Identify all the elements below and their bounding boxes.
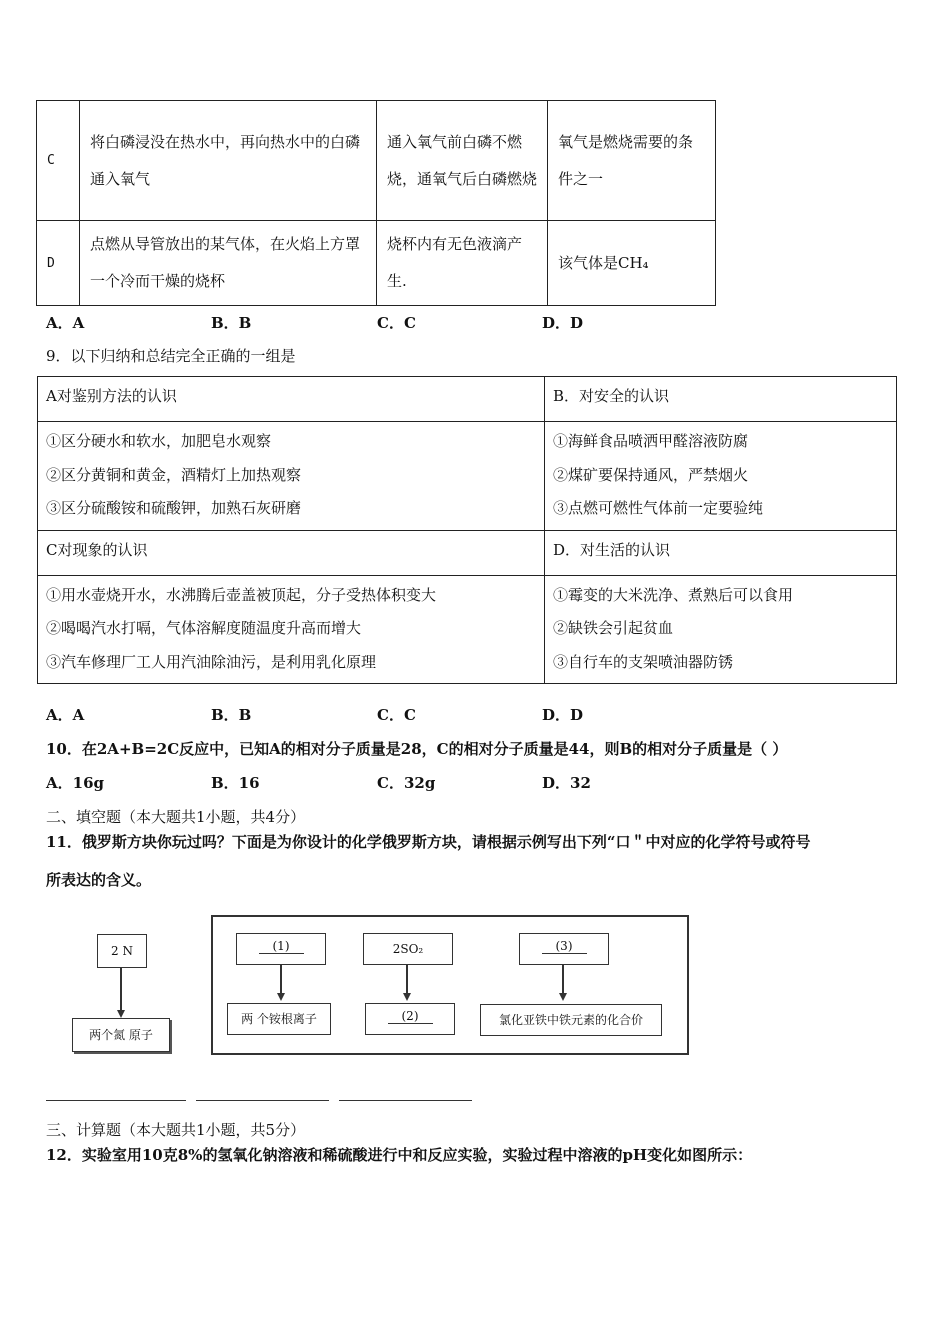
option-b[interactable]: B．B (211, 706, 252, 724)
blank-2-label: (2) (388, 1009, 433, 1024)
cell-d-body (545, 575, 897, 684)
table-row (38, 422, 897, 531)
list-item: ③区分硫酸铵和硫酸钾，加熟石灰研磨 (46, 499, 302, 517)
example-bottom-box: 两个氮 原子 (72, 1018, 170, 1052)
option-c[interactable]: C．C (377, 314, 416, 332)
answer-blank-3[interactable] (339, 1100, 472, 1101)
list-item: ②缺铁会引起贫血 (553, 619, 674, 637)
operation-cell: 点燃从导管放出的某气体，在火焰上方罩一个冷而干燥的烧杯 (80, 221, 377, 306)
blank-1-label: (1) (259, 939, 304, 954)
table-row (37, 101, 716, 221)
table-row (38, 575, 897, 684)
q12-stem: 12．实验室用10克8%的氢氧化钠溶液和稀硫酸进行中和反应实验，实验过程中溶液的pH变化如图所示： (46, 1146, 753, 1164)
option-a[interactable]: A．A (46, 706, 85, 724)
list-item: ①海鲜食品喷洒甲醛溶液防腐 (553, 432, 749, 450)
arrow-head-icon (559, 993, 567, 1001)
group-3-bottom-box: 氯化亚铁中铁元素的化合价 (480, 1004, 662, 1036)
row-label: C (37, 101, 80, 221)
cell-c-header: C对现象的认识 (38, 530, 545, 575)
blank-3-box (519, 933, 609, 965)
q11-stem-line2: 所表达的含义。 (46, 871, 152, 889)
arrow-head-icon (277, 993, 285, 1001)
group-2-top-box: 2SO₂ (363, 933, 453, 965)
conclusion-cell: 该气体是CH₄ (548, 221, 716, 306)
phenomenon-cell: 通入氧气前白磷不燃烧，通氧气后白磷燃烧 (377, 101, 548, 221)
answer-blank-2[interactable] (196, 1100, 329, 1101)
q8-table (36, 100, 716, 306)
option-b[interactable]: B．16 (211, 774, 260, 792)
q9-table (37, 376, 897, 684)
blank-3-label: (3) (542, 939, 587, 954)
q9-stem: 9．以下归纳和总结完全正确的一组是 (46, 347, 296, 365)
list-item: ②喝喝汽水打嗝，气体溶解度随温度升高而增大 (46, 619, 362, 637)
option-c[interactable]: C．C (377, 706, 416, 724)
arrow (562, 964, 564, 994)
list-item: ①用水壶烧开水，水沸腾后壶盖被顶起，分子受热体积变大 (46, 585, 437, 604)
arrow (120, 967, 122, 1012)
cell-b-body (545, 422, 897, 531)
table-row (38, 530, 897, 575)
list-item: ③自行车的支架喷油器防锈 (553, 652, 734, 671)
list-item: ③点燃可燃性气体前一定要验纯 (553, 499, 764, 517)
list-item: ②煤矿要保持通风，严禁烟火 (553, 465, 749, 484)
arrow-head-icon (403, 993, 411, 1001)
q10-stem: 10．在2A+B=2C反应中，已知A的相对分子质量是28，C的相对分子质量是44，则B的相对分子质量是（ ） (46, 740, 788, 758)
table-row (37, 221, 716, 306)
cell-b-header: B．对安全的认识 (545, 377, 897, 422)
operation-cell: 将白磷浸没在热水中，再向热水中的白磷通入氧气 (80, 101, 377, 221)
q11-stem-line1: 11．俄罗斯方块你玩过吗？下面是为你设计的化学俄罗斯方块，请根据示例写出下列“口＂中对应的化学符号或符号 (46, 833, 811, 851)
option-a[interactable]: A．16g (46, 774, 105, 792)
table-row (38, 377, 897, 422)
arrow (280, 964, 282, 994)
option-d[interactable]: D．32 (542, 774, 591, 792)
section-heading: 三、计算题（本大题共1小题，共5分） (46, 1121, 306, 1139)
cell-a-body (38, 422, 545, 531)
list-item: ①霉变的大米洗净、煮熟后可以食用 (553, 585, 794, 604)
cell-d-header: D．对生活的认识 (545, 530, 897, 575)
answer-blank-1[interactable] (46, 1100, 186, 1101)
example-top-box: 2 N (97, 934, 147, 968)
arrow-head-icon (117, 1010, 125, 1018)
blank-2-box (365, 1003, 455, 1035)
option-a[interactable]: A．A (46, 314, 85, 332)
option-d[interactable]: D．D (542, 314, 584, 332)
arrow (406, 964, 408, 994)
list-item: ③汽车修理厂工人用汽油除油污，是利用乳化原理 (46, 652, 377, 671)
list-item: ①区分硬水和软水，加肥皂水观察 (46, 432, 272, 450)
option-b[interactable]: B．B (211, 314, 252, 332)
list-item: ②区分黄铜和黄金，酒精灯上加热观察 (46, 465, 302, 484)
cell-a-header: A对鉴别方法的认识 (38, 377, 545, 422)
group-1-bottom-box: 两 个铵根离子 (227, 1003, 331, 1035)
conclusion-cell: 氧气是燃烧需要的条件之一 (548, 101, 716, 221)
row-label: D (37, 221, 80, 306)
option-c[interactable]: C．32g (377, 774, 436, 792)
section-heading: 二、填空题（本大题共1小题，共4分） (46, 808, 306, 826)
blank-1-box (236, 933, 326, 965)
phenomenon-cell: 烧杯内有无色液滴产生. (377, 221, 548, 306)
option-d[interactable]: D．D (542, 706, 584, 724)
cell-c-body (38, 575, 545, 684)
